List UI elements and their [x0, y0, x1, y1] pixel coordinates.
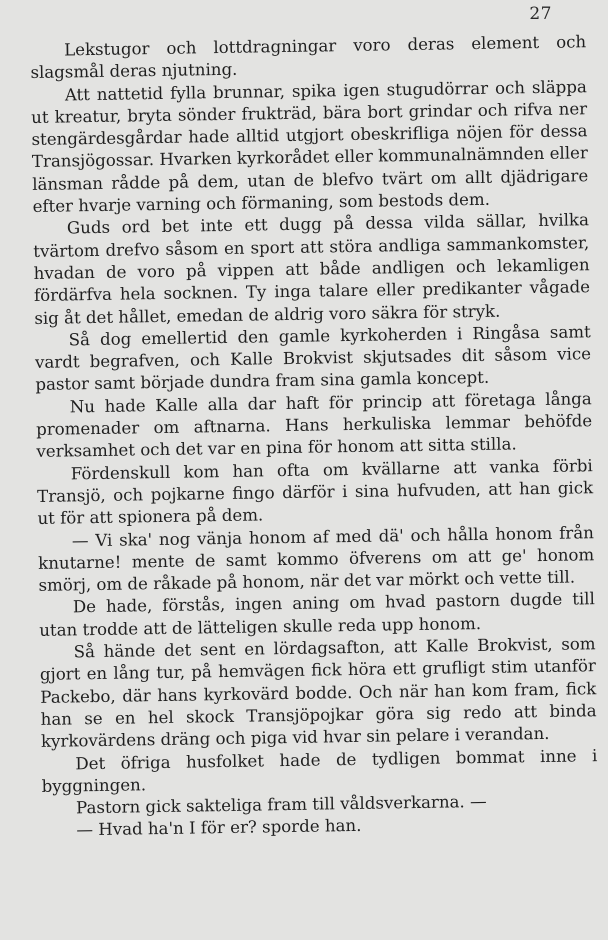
paragraph: Pastorn gick sakteliga fram till våldsverkarna. —: [75, 792, 487, 818]
paragraph: Så dog emellertid den gamle kyrkoherden i Ringåsa samt vardt begrafven, och Kalle Brokvist skjutsades dit såsom vice pastor samt började dundra fram sina gamla koncept.: [34, 322, 592, 395]
paragraph: Nu hade Kalle alla dar haft för princip att företaga långa promenader om aftnarna. Hans herkuliska lemmar behöfde verksamhet och det var en pina för honom att sitta stilla.: [35, 388, 593, 462]
paragraph: — Hvad ha'n I för er? sporde han.: [76, 816, 362, 840]
paragraph: Lekstugor och lottdragningar voro deras element och slagsmål deras njutning.: [30, 32, 587, 83]
paragraph: De hade, förstås, ingen aning om hvad pastorn dugde till utan trodde att de lätteligen skulle reda upp honom.: [39, 589, 596, 640]
paragraph: — Vi ska' nog vänja honom af med dä' och hålla honom från knutarne! mente de samt kommo öfverens om att ge' honom smörj, om de råkade på honom, när det var mörkt och vette till.: [38, 522, 595, 596]
page-number: 27: [529, 4, 552, 24]
page-body: [30, 31, 599, 842]
paragraph: Guds ord bet inte ett dugg på dessa vilda sällar, hvilka tvärtom drefvo såsom en sport att störa andliga sammankomster, hvadan de voro på vippen att både andligen och lekamligen fördärfva hela socknen. Ty inga talare eller predikanter vågade sig åt det hållet, emedan de aldrig voro säkra för stryk.: [33, 210, 591, 328]
paragraph: Att nattetid fylla brunnar, spika igen stugudörrar och släppa ut kreatur, bryta sönder frukträd, bära bort grindar och rifva ner stengärdesgårdar hade alltid utgjort obeskrifliga nöjen för dessa Transjögossar. Hvarken kyrkorådet eller kommunalnämnden eller länsman rådde på dem, utan de blefvo tvärt om allt djädrigare efter hvarje varning och förmaning, som bestods dem.: [31, 76, 589, 217]
paragraph: Det öfriga husfolket hade de tydligen bommat inne i byggningen.: [41, 745, 598, 796]
paragraph: Fördenskull kom han ofta om kvällarne att vanka förbi Transjö, och pojkarne fingo därför i sina hufvuden, att han gick ut för att spionera på dem.: [37, 455, 594, 529]
paragraph: Så hände det sent en lördagsafton, att Kalle Brokvist, som gjort en lång tur, på hemvägen fick höra ett grufligt stim utanför Packebo, där hans kyrkovärd bodde. Och när han kom fram, fick han se en hel skock Transjöpojkar göra sig redo att binda kyrkovärdens dräng och piga vid hvar sin pelare i verandan.: [39, 634, 597, 752]
